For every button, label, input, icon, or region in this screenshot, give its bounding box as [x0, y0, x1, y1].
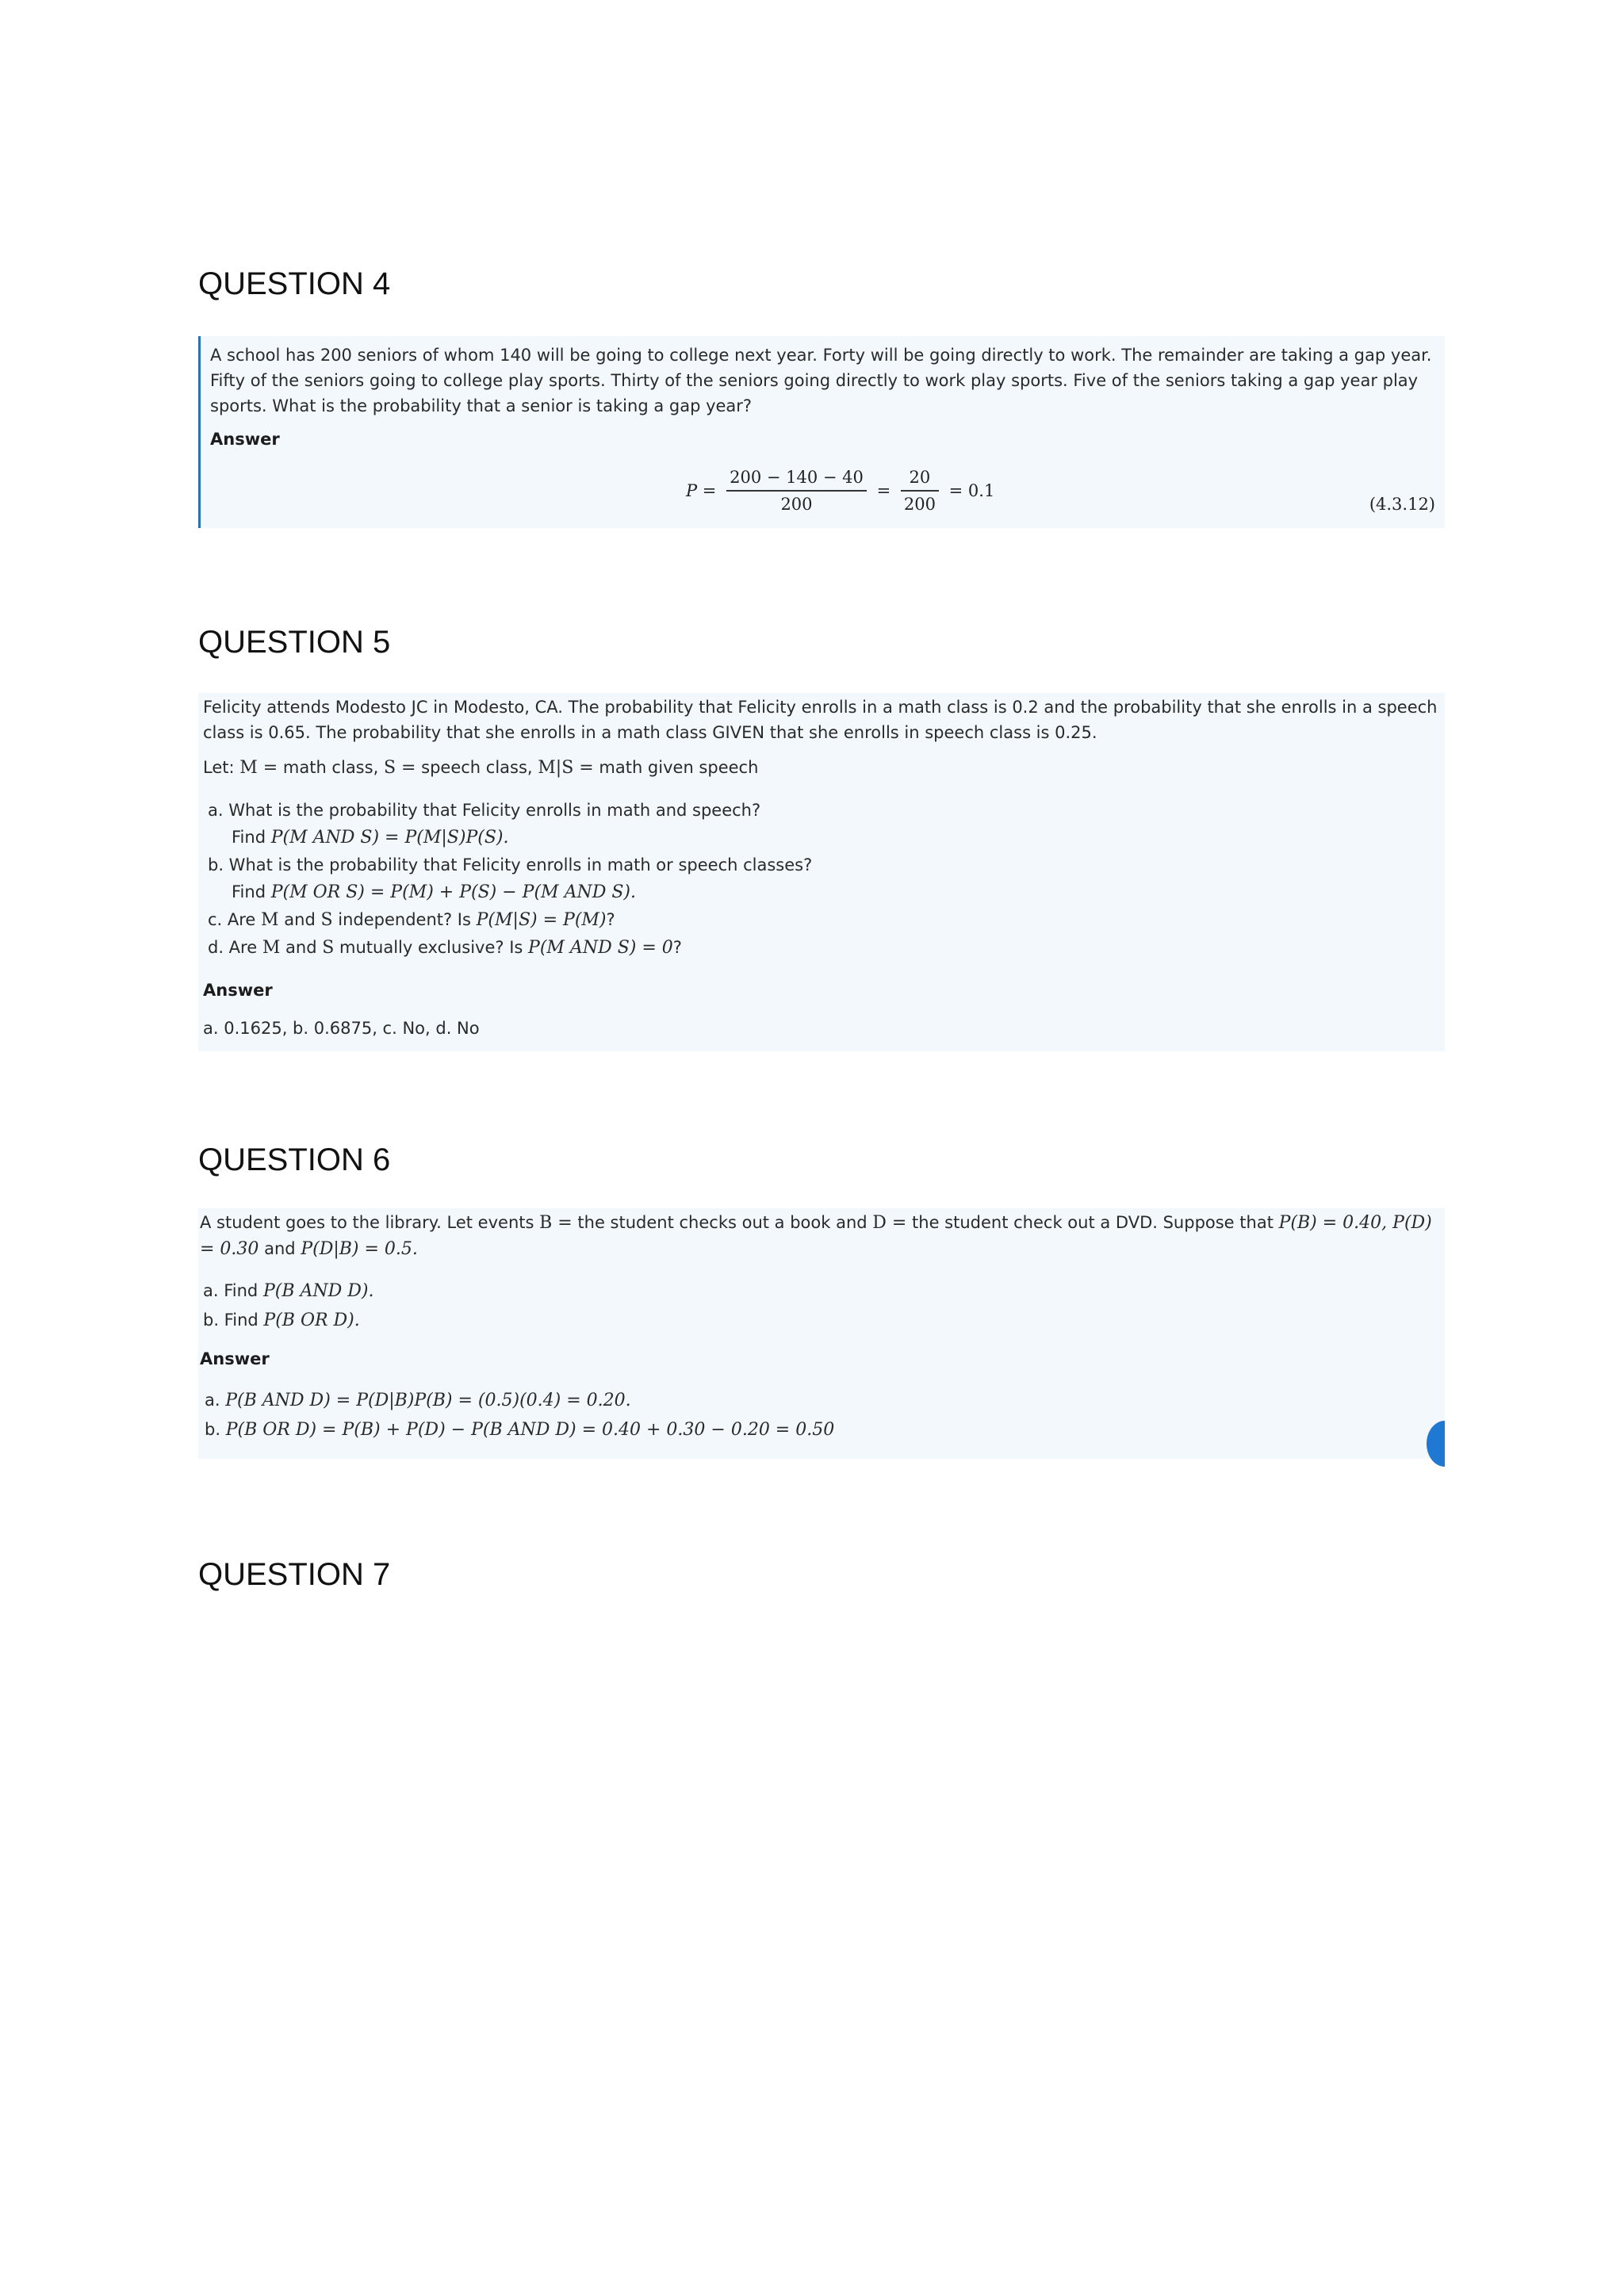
eq-fraction-1: [726, 466, 867, 515]
question-4-equation: [201, 466, 1445, 523]
item-d-q: ?: [672, 938, 682, 957]
list-item-b-find: [208, 878, 1445, 906]
item-a-find: Find: [232, 828, 266, 847]
item-a-math: P(M AND S) = P(M|S)P(S).: [270, 828, 509, 848]
list-item-a-find: [208, 824, 1445, 851]
list-item-answer-b: [205, 1415, 1445, 1445]
question-4-answer-label: Answer: [210, 430, 280, 449]
let-prefix: Let:: [203, 758, 235, 777]
question-6-answer-list: [200, 1386, 1445, 1445]
q6-text-1: A student goes to the library. Let events: [200, 1213, 534, 1232]
question-6-heading: QUESTION 6: [198, 1142, 391, 1177]
list-item-answer-a: [205, 1386, 1445, 1415]
item-d-t1: d. Are: [208, 938, 258, 957]
question-5-list: [203, 797, 1445, 962]
q6-ans-a-prefix: a.: [205, 1391, 220, 1410]
page-margin: [1445, 1411, 1492, 1475]
question-5-let-line: [203, 755, 1445, 781]
q6-b-math: B =: [539, 1213, 573, 1233]
eq-fraction-2: [901, 466, 939, 515]
item-c-math: P(M|S) = P(M): [476, 910, 607, 930]
question-6-list: [200, 1276, 1445, 1335]
eq-fraction-2-numerator: 20: [901, 466, 939, 492]
let-math-m: M =: [239, 758, 278, 778]
item-c-t1: c. Are: [208, 910, 256, 929]
item-d-m: M: [262, 938, 281, 958]
list-item-c: [208, 906, 1445, 934]
q6-text-2: the student checks out a book and: [577, 1213, 868, 1232]
question-5-box: [198, 693, 1445, 1051]
q6-p2-math: P(D|B) = 0.5.: [301, 1239, 418, 1259]
eq-rhs: = 0.1: [948, 481, 995, 500]
question-4-heading: QUESTION 4: [198, 266, 391, 301]
q6-a-math: P(B AND D).: [262, 1281, 374, 1301]
eq-fraction-1-numerator: 200 − 140 − 40: [726, 466, 867, 492]
item-c-t3: independent? Is: [338, 910, 471, 929]
item-b-math: P(M OR S) = P(M) + P(S) − P(M AND S).: [270, 882, 636, 902]
item-b-find: Find: [232, 882, 266, 901]
list-item-a: [203, 1276, 1445, 1306]
question-4-box: [198, 336, 1445, 528]
item-c-m: M: [261, 910, 279, 930]
question-6-text: [200, 1210, 1445, 1262]
list-item-b: [203, 1306, 1445, 1335]
item-d-s: S: [322, 938, 335, 958]
item-d-t2: and: [285, 938, 317, 957]
question-6-answer-label: Answer: [200, 1349, 270, 1368]
let-math-ms: M|S =: [538, 758, 594, 778]
let-text-ms: math given speech: [599, 758, 759, 777]
equation-number: (4.3.12): [1369, 495, 1435, 514]
question-5-answer-label: Answer: [203, 981, 273, 1000]
q6-d-math: D =: [872, 1213, 907, 1233]
eq-mid: =: [876, 481, 891, 500]
list-item-d: [208, 934, 1445, 962]
item-c-s: S: [320, 910, 333, 930]
item-c-t2: and: [284, 910, 316, 929]
q6-b-find: b. Find: [203, 1311, 259, 1330]
question-5-text: Felicity attends Modesto JC in Modesto, CA. The probability that Felicity enrolls in a math class is 0.2 and the probability that she enrolls in a speech class is 0.65. The probability that she enrolls in a math class GIVEN that she enrolls in speech class is 0.25.: [203, 698, 1438, 742]
eq-fraction-1-denominator: 200: [780, 495, 813, 514]
item-d-t3: mutually exclusive? Is: [339, 938, 523, 957]
q6-a-find: a. Find: [203, 1281, 259, 1300]
item-b-text: b. What is the probability that Felicity enrolls in math or speech classes?: [208, 855, 813, 874]
q6-p-math: P(B) = 0.40, P(D) = 0.30: [200, 1213, 1432, 1259]
list-item-a: [208, 797, 1445, 824]
q6-ans-b-prefix: b.: [205, 1420, 221, 1439]
question-5-heading: QUESTION 5: [198, 625, 391, 660]
question-6-box: [198, 1208, 1445, 1459]
eq-lhs: P =: [686, 481, 717, 500]
let-text-m: math class,: [282, 758, 379, 777]
q6-text-3: the student check out a DVD. Suppose that: [912, 1213, 1274, 1232]
let-math-s: S =: [383, 758, 416, 778]
list-item-b: [208, 851, 1445, 878]
item-d-math: P(M AND S) = 0: [528, 938, 673, 958]
item-a-text: a. What is the probability that Felicity enrolls in math and speech?: [208, 801, 761, 820]
question-5-answer: a. 0.1625, b. 0.6875, c. No, d. No: [203, 1019, 480, 1038]
q6-ans-a-math: P(B AND D) = P(D|B)P(B) = (0.5)(0.4) = 0.20.: [225, 1391, 631, 1410]
question-4-text: A school has 200 seniors of whom 140 will be going to college next year. Forty will be going directly to work. The remainder are taking a gap year. Fifty of the seniors going to college play sports. Thirty of the seniors going directly to work play sports. Five of the seniors taking a gap year play sports. What is the probability that a senior is taking a gap year?: [210, 346, 1432, 415]
question-7-heading: QUESTION 7: [198, 1557, 391, 1592]
q6-text-4: and: [264, 1239, 296, 1258]
item-c-q: ?: [606, 910, 615, 929]
q6-b-math: P(B OR D).: [263, 1311, 360, 1330]
let-text-s: speech class,: [421, 758, 533, 777]
eq-fraction-2-denominator: 200: [903, 495, 936, 514]
q6-ans-b-math: P(B OR D) = P(B) + P(D) − P(B AND D) = 0.40 + 0.30 − 0.20 = 0.50: [225, 1420, 835, 1440]
